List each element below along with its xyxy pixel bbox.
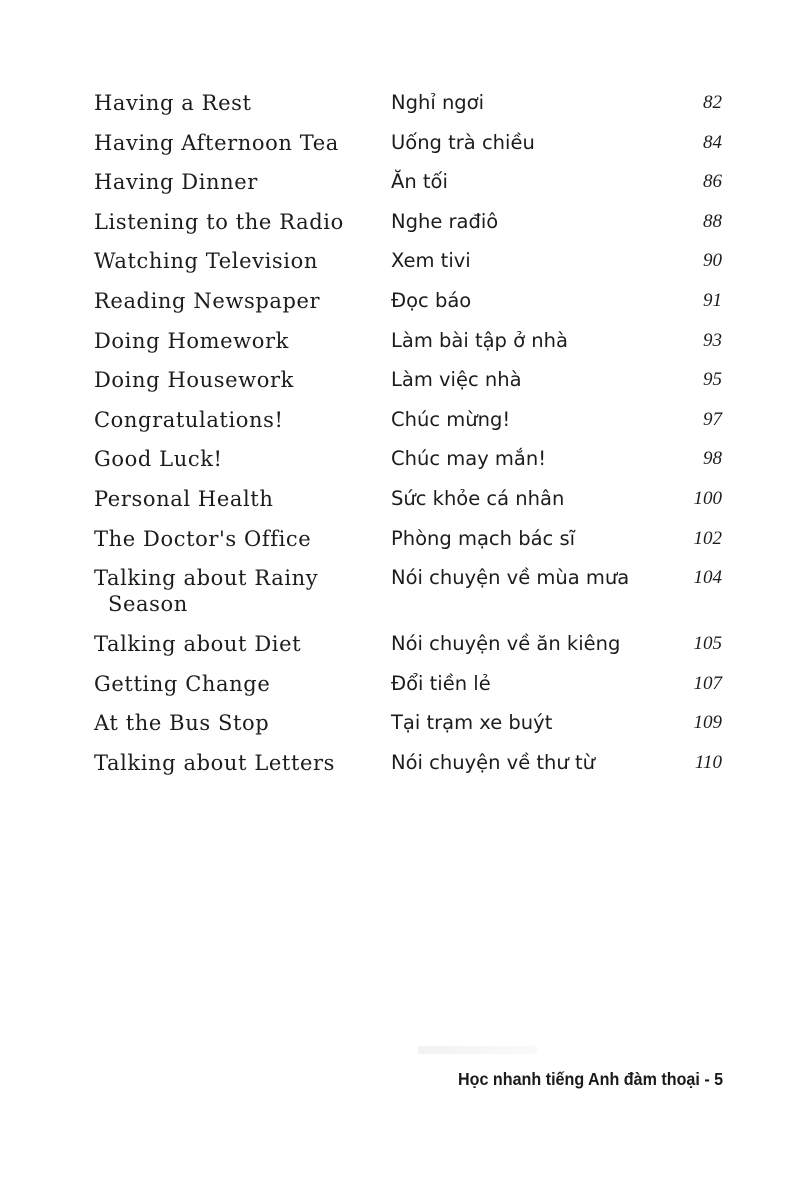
toc-row [0,526,800,566]
toc-row [0,328,800,368]
toc-row [0,90,800,130]
toc-page-number: 84 [703,131,722,153]
toc-vietnamese-title: Nghe rađiô [391,209,499,233]
toc-page-number: 86 [703,171,722,193]
toc-page-number: 107 [693,672,722,694]
page-footer: Học nhanh tiếng Anh đàm thoại - 5 [457,1069,723,1089]
toc-row [0,367,800,407]
toc-row [0,209,800,249]
bleed-through-smudge [418,1046,538,1054]
toc-english-title: Having Dinner [94,170,258,195]
toc-page-number: 100 [693,487,722,509]
toc-page-number: 97 [703,408,722,430]
toc-page-number: 93 [703,329,722,351]
toc-english-title [94,565,364,617]
toc-row [0,248,800,288]
toc-vietnamese-title: Phòng mạch bác sĩ [391,526,576,550]
toc-vietnamese-title: Ăn tối [391,170,448,194]
toc-english-title: The Doctor's Office [94,526,312,551]
toc-vietnamese-title: Đọc báo [391,288,472,312]
toc-vietnamese-title: Sức khỏe cá nhân [391,486,565,510]
toc-english-title: Talking about Letters [94,750,336,775]
toc-vietnamese-title: Đổi tiền lẻ [391,671,491,695]
toc-page-number: 105 [693,633,722,655]
toc-row [0,750,800,790]
toc-vietnamese-title: Chúc mừng! [391,407,511,431]
toc-english-title: Having Afternoon Tea [94,130,339,155]
toc-page-number: 88 [703,210,722,232]
toc-page-number: 82 [703,92,722,113]
toc-page-number: 90 [703,250,722,272]
toc-english-title: Congratulations! [94,407,284,432]
toc-page-number: 98 [703,448,722,470]
toc-page-number: 104 [693,567,722,589]
toc-vietnamese-title: Xem tivi [391,249,471,273]
toc-row [0,446,800,486]
toc-vietnamese-title: Làm việc nhà [391,368,522,392]
toc-english-title: Watching Television [94,249,318,274]
toc-page-number: 110 [694,751,722,773]
toc-row [0,710,800,750]
toc-english-title: Reading Newspaper [94,288,321,313]
toc-page-number: 102 [693,527,722,549]
toc-vietnamese-title: Nói chuyện về thư từ [391,750,595,774]
toc-page-number: 95 [703,369,722,391]
toc-english-title: Having a Rest [94,91,252,115]
toc-english-title: Doing Homework [94,328,289,353]
toc-vietnamese-title: Chúc may mắn! [391,447,547,471]
toc-english-title: Doing Housework [94,368,294,393]
toc-row [0,565,800,631]
toc-row [0,631,800,671]
toc-row [0,486,800,526]
toc-english-title: Talking about Diet [94,632,302,657]
toc-english-title: Good Luck! [94,447,223,472]
toc-page-number: 109 [693,712,722,734]
table-of-contents [0,90,800,790]
toc-vietnamese-title: Nói chuyện về mùa mưa [391,566,630,590]
toc-english-title: At the Bus Stop [94,711,270,736]
toc-vietnamese-title: Nghỉ ngơi [391,91,485,114]
toc-vietnamese-title: Làm bài tập ở nhà [391,328,568,352]
toc-vietnamese-title: Uống trà chiều [391,130,535,154]
toc-row [0,671,800,711]
toc-row [0,288,800,328]
toc-row [0,407,800,447]
toc-english-title-line2: Season [108,592,188,617]
toc-english-title: Getting Change [94,671,271,696]
toc-english-title: Listening to the Radio [94,209,344,234]
toc-english-title-line1: Talking about Rainy [94,566,319,591]
toc-vietnamese-title: Nói chuyện về ăn kiêng [391,632,621,656]
toc-english-title: Personal Health [94,486,274,511]
toc-row [0,130,800,170]
toc-vietnamese-title: Tại trạm xe buýt [391,711,553,735]
toc-page-number: 91 [703,289,722,311]
toc-row [0,169,800,209]
